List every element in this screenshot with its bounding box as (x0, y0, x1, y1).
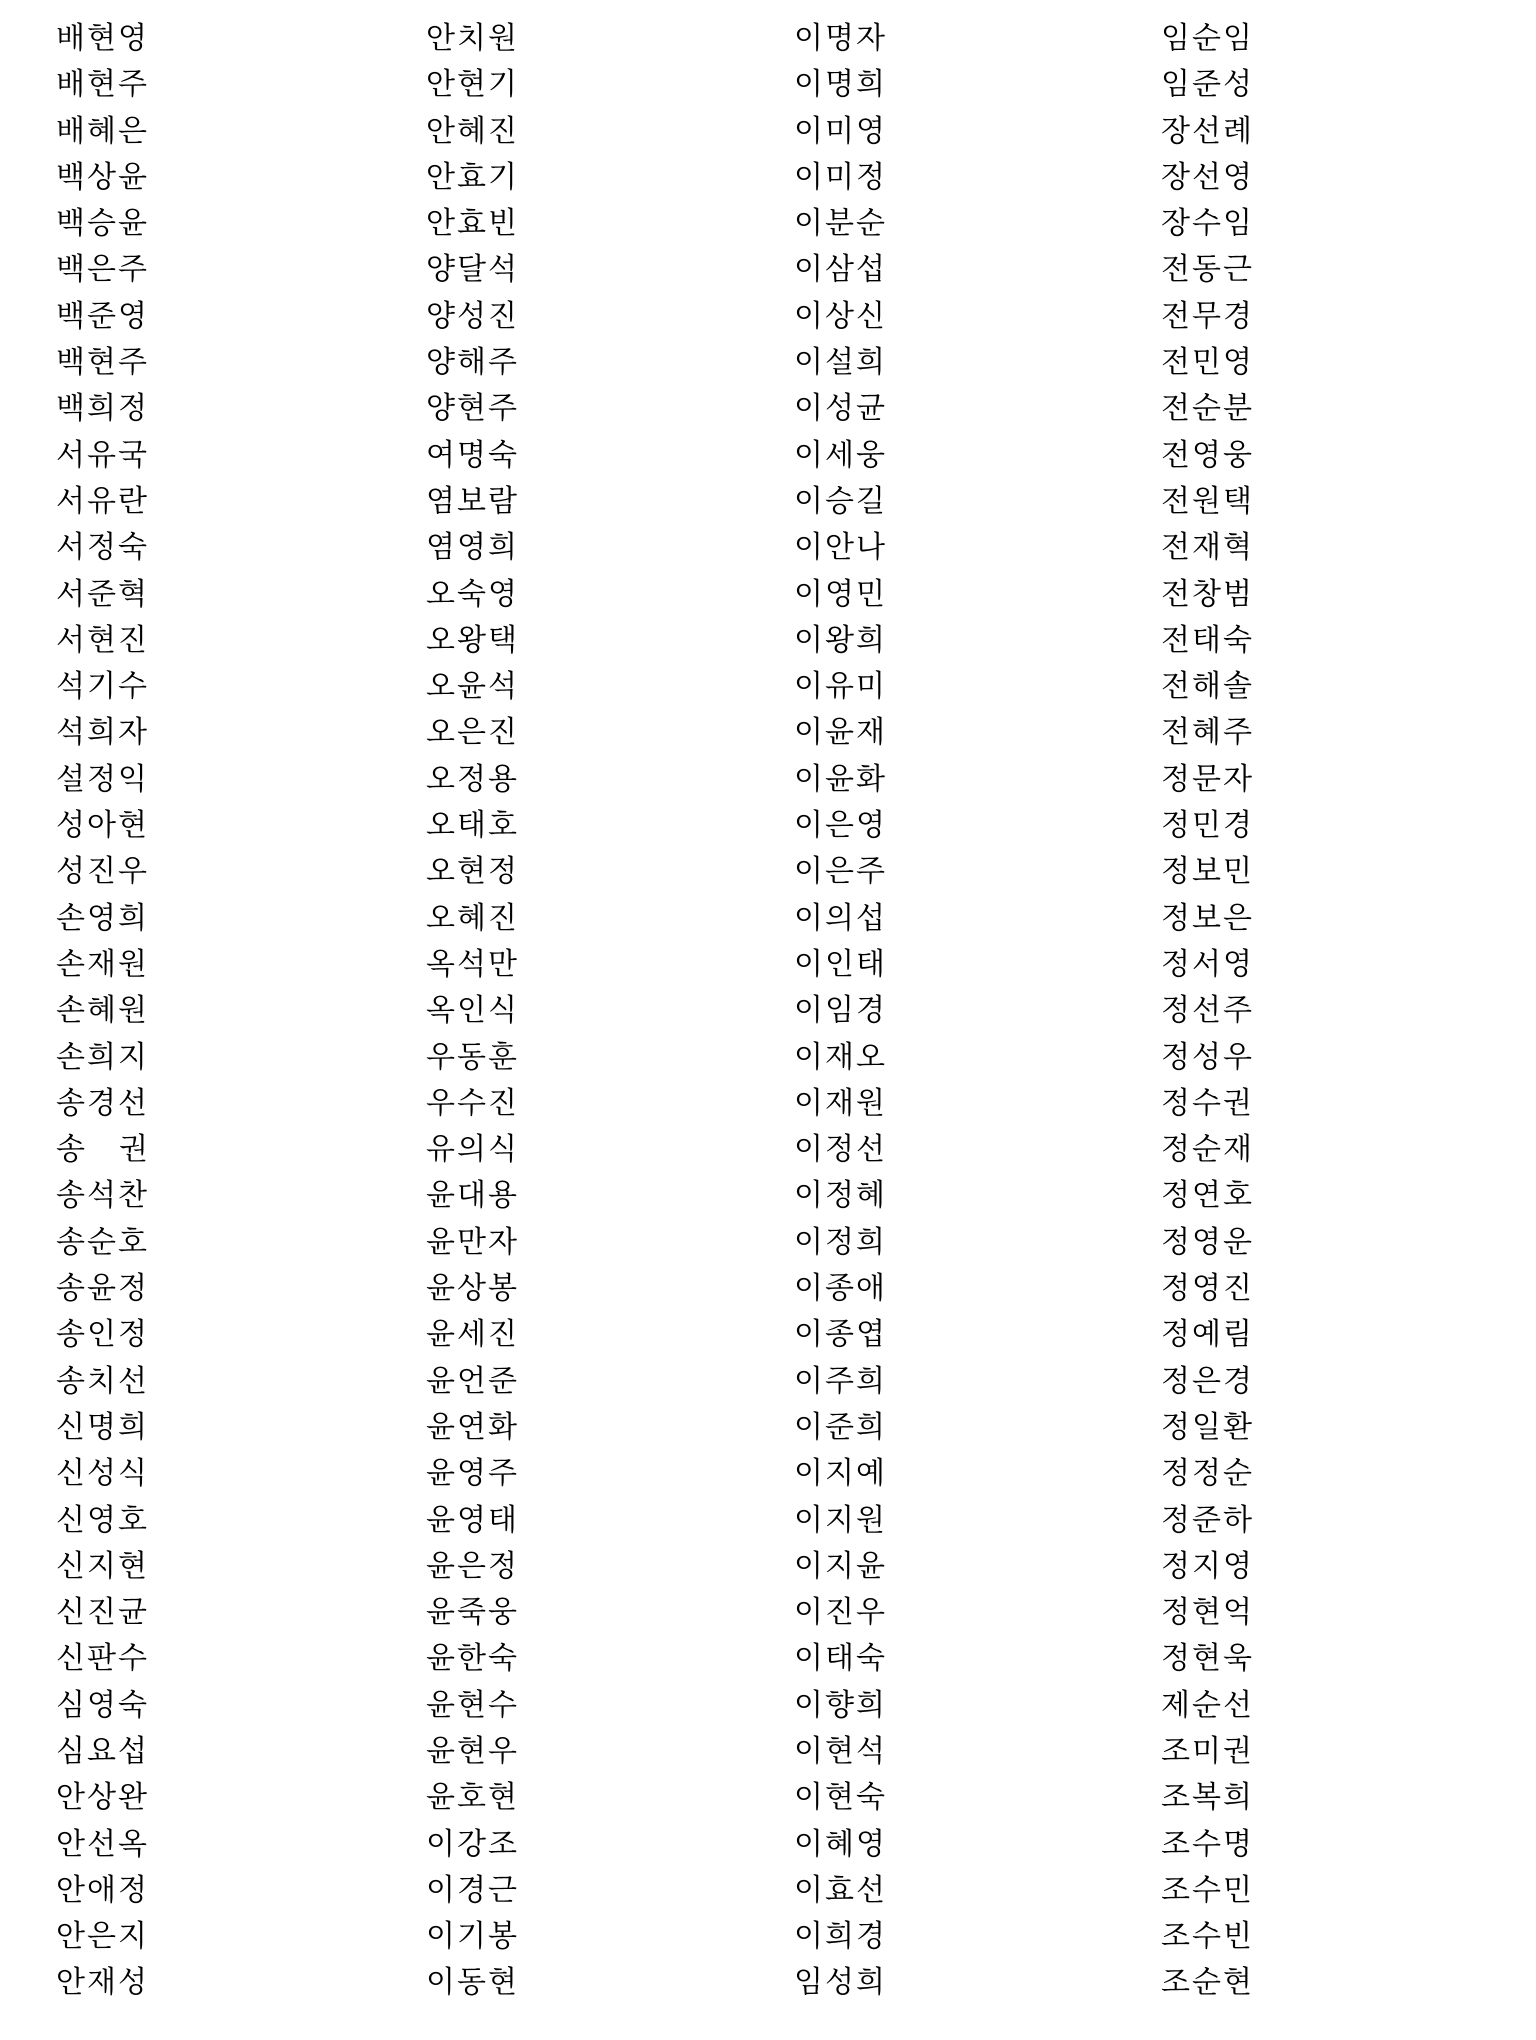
name-entry: 장선영 (1161, 160, 1254, 194)
name-entry: 이종애 (794, 1272, 887, 1306)
name-entry: 서유란 (56, 484, 149, 518)
name-entry: 이주희 (794, 1364, 887, 1398)
name-list-column-2 (426, 16, 519, 2007)
name-entry: 조수빈 (1161, 1920, 1254, 1954)
name-entry: 오왕택 (426, 623, 519, 657)
name-entry: 이기봉 (426, 1920, 519, 1954)
name-entry: 장선례 (1161, 114, 1254, 148)
name-entry: 안효빈 (426, 207, 519, 241)
name-entry: 윤세진 (426, 1318, 519, 1352)
name-entry: 안상완 (56, 1781, 149, 1815)
name-entry: 장수임 (1161, 207, 1254, 241)
name-entry: 이태숙 (794, 1642, 887, 1676)
name-entry: 오은진 (426, 716, 519, 750)
name-entry: 오윤석 (426, 670, 519, 704)
name-entry: 임순임 (1161, 22, 1254, 55)
name-entry: 이희경 (794, 1920, 887, 1954)
name-entry: 전창범 (1161, 577, 1254, 611)
name-entry: 백승윤 (56, 207, 149, 241)
name-entry: 전순분 (1161, 392, 1254, 426)
name-entry: 이재오 (794, 1040, 887, 1074)
name-entry: 이진우 (794, 1596, 887, 1630)
name-entry: 이미정 (794, 160, 887, 194)
name-list-column-1 (56, 16, 150, 2007)
name-entry: 이성균 (794, 392, 887, 426)
name-entry: 정준하 (1161, 1503, 1254, 1537)
name-entry: 이종엽 (794, 1318, 887, 1352)
name-entry: 송치선 (56, 1364, 149, 1398)
name-entry: 이지원 (794, 1503, 887, 1537)
name-entry: 이명자 (794, 22, 887, 55)
name-entry: 이동현 (426, 1966, 519, 2000)
name-entry: 정예림 (1161, 1318, 1254, 1352)
name-entry: 임준성 (1161, 68, 1254, 102)
name-entry: 조수명 (1161, 1827, 1254, 1861)
name-entry: 정보은 (1161, 901, 1254, 935)
name-entry: 배현주 (56, 68, 149, 102)
name-entry: 이경근 (426, 1873, 519, 1907)
name-entry: 정선주 (1161, 994, 1254, 1028)
name-entry: 이왕희 (794, 623, 887, 657)
name-entry: 안현기 (426, 68, 519, 102)
name-entry: 양성진 (426, 299, 519, 333)
name-entry: 설정익 (56, 762, 149, 796)
name-entry: 정정순 (1161, 1457, 1254, 1491)
name-entry: 이은영 (794, 809, 887, 843)
name-entry: 이안나 (794, 531, 887, 565)
name-entry: 송윤정 (56, 1272, 149, 1306)
name-entry: 윤호현 (426, 1781, 519, 1815)
name-entry: 이현석 (794, 1734, 887, 1768)
name-entry: 배혜은 (56, 114, 149, 148)
name-entry: 정서영 (1161, 947, 1254, 981)
name-entry: 전원택 (1161, 484, 1254, 518)
name-entry: 이승길 (794, 484, 887, 518)
name-entry: 이정선 (794, 1133, 887, 1167)
name-entry: 양달석 (426, 253, 519, 287)
name-entry: 윤상봉 (426, 1272, 519, 1306)
name-entry: 서유국 (56, 438, 149, 472)
name-entry: 이미영 (794, 114, 887, 148)
name-entry: 정문자 (1161, 762, 1254, 796)
name-entry: 이정혜 (794, 1179, 887, 1213)
name-entry: 이혜영 (794, 1827, 887, 1861)
name-entry: 신진균 (56, 1596, 149, 1630)
name-entry: 송인정 (56, 1318, 149, 1352)
name-entry: 정현억 (1161, 1596, 1254, 1630)
name-entry: 이효선 (794, 1873, 887, 1907)
name-entry: 이영민 (794, 577, 887, 611)
name-entry: 이상신 (794, 299, 887, 333)
name-entry: 안재성 (56, 1966, 149, 2000)
name-entry: 정영운 (1161, 1225, 1254, 1259)
name-entry: 오태호 (426, 809, 519, 843)
name-entry: 이유미 (794, 670, 887, 704)
name-entry: 배현영 (56, 22, 149, 55)
name-entry: 오혜진 (426, 901, 519, 935)
name-entry: 이삼섭 (794, 253, 887, 287)
name-entry: 신판수 (56, 1642, 149, 1676)
name-entry: 서현진 (56, 623, 149, 657)
name-entry: 윤현우 (426, 1734, 519, 1768)
name-entry: 신지현 (56, 1549, 149, 1583)
name-entry: 송석찬 (56, 1179, 149, 1213)
name-entry: 전무경 (1161, 299, 1254, 333)
name-entry: 안효기 (426, 160, 519, 194)
name-entry: 정보민 (1161, 855, 1254, 889)
name-entry: 양현주 (426, 392, 519, 426)
name-entry: 윤죽웅 (426, 1596, 519, 1630)
name-entry: 염영희 (426, 531, 519, 565)
name-entry: 임성희 (794, 1966, 887, 2000)
name-entry: 이준희 (794, 1410, 887, 1444)
name-entry: 오정용 (426, 762, 519, 796)
name-entry: 이인태 (794, 947, 887, 981)
name-entry: 전재혁 (1161, 531, 1254, 565)
name-entry: 정영진 (1161, 1272, 1254, 1306)
name-entry: 윤영태 (426, 1503, 519, 1537)
name-entry: 이윤재 (794, 716, 887, 750)
name-entry: 안은지 (56, 1920, 149, 1954)
name-entry: 정민경 (1161, 809, 1254, 843)
name-entry: 정수권 (1161, 1086, 1254, 1120)
name-entry: 이은주 (794, 855, 887, 889)
name-entry: 백은주 (56, 253, 149, 287)
name-entry: 이의섭 (794, 901, 887, 935)
name-entry: 정연호 (1161, 1179, 1254, 1213)
name-entry: 윤연화 (426, 1410, 519, 1444)
name-entry: 송경선 (56, 1086, 149, 1120)
name-entry: 이세웅 (794, 438, 887, 472)
name-entry: 윤영주 (426, 1457, 519, 1491)
name-entry: 이지윤 (794, 1549, 887, 1583)
name-entry: 이명희 (794, 68, 887, 102)
name-entry: 전태숙 (1161, 623, 1254, 657)
name-entry: 서정숙 (56, 531, 149, 565)
name-entry: 정일환 (1161, 1410, 1254, 1444)
name-entry: 성아현 (56, 809, 149, 843)
name-entry: 정현욱 (1161, 1642, 1254, 1676)
name-entry: 석희자 (56, 716, 149, 750)
name-entry: 제순선 (1161, 1688, 1254, 1722)
name-entry: 이현숙 (794, 1781, 887, 1815)
name-entry: 정성우 (1161, 1040, 1254, 1074)
name-entry: 신성식 (56, 1457, 149, 1491)
name-entry: 전영웅 (1161, 438, 1254, 472)
name-entry: 윤언준 (426, 1364, 519, 1398)
name-entry: 양해주 (426, 346, 519, 380)
name-entry: 안선옥 (56, 1827, 149, 1861)
name-entry: 정순재 (1161, 1133, 1254, 1167)
name-entry: 석기수 (56, 670, 149, 704)
name-entry: 윤대용 (426, 1179, 519, 1213)
name-entry: 송순호 (56, 1225, 149, 1259)
name-entry: 손영희 (56, 901, 149, 935)
name-entry: 윤현수 (426, 1688, 519, 1722)
name-entry: 이재원 (794, 1086, 887, 1120)
name-entry: 이임경 (794, 994, 887, 1028)
name-entry: 이설희 (794, 346, 887, 380)
name-entry: 손희지 (56, 1040, 149, 1074)
name-entry: 심요섭 (56, 1734, 149, 1768)
name-entry: 안애정 (56, 1873, 149, 1907)
name-entry: 오현정 (426, 855, 519, 889)
name-entry: 여명숙 (426, 438, 519, 472)
name-entry: 조복희 (1161, 1781, 1254, 1815)
name-entry: 이분순 (794, 207, 887, 241)
name-entry: 백현주 (56, 346, 149, 380)
name-entry: 오숙영 (426, 577, 519, 611)
name-entry: 성진우 (56, 855, 149, 889)
name-entry: 심영숙 (56, 1688, 149, 1722)
name-entry: 옥석만 (426, 947, 519, 981)
name-entry: 전동근 (1161, 253, 1254, 287)
name-entry: 조순현 (1161, 1966, 1254, 2000)
name-entry: 신영호 (56, 1503, 149, 1537)
name-entry: 안치원 (426, 22, 519, 55)
name-entry: 조미권 (1161, 1734, 1254, 1768)
name-entry: 유의식 (426, 1133, 519, 1167)
name-entry: 백준영 (56, 299, 149, 333)
name-entry: 염보람 (426, 484, 519, 518)
name-entry: 전혜주 (1161, 716, 1254, 750)
name-entry: 윤한숙 (426, 1642, 519, 1676)
name-list-column-4 (1161, 16, 1254, 2007)
name-entry: 손혜원 (56, 994, 149, 1028)
name-entry: 옥인식 (426, 994, 519, 1028)
name-entry: 신명희 (56, 1410, 149, 1444)
name-entry: 우수진 (426, 1086, 519, 1120)
name-entry: 정지영 (1161, 1549, 1254, 1583)
name-entry: 이강조 (426, 1827, 519, 1861)
name-entry: 백상윤 (56, 160, 149, 194)
name-entry: 이향희 (794, 1688, 887, 1722)
name-entry: 이정희 (794, 1225, 887, 1259)
name-entry: 전민영 (1161, 346, 1254, 380)
name-entry: 전해솔 (1161, 670, 1254, 704)
name-entry: 이윤화 (794, 762, 887, 796)
name-list-column-3 (794, 16, 887, 2007)
name-entry: 윤은정 (426, 1549, 519, 1583)
name-entry: 손재원 (56, 947, 149, 981)
name-entry: 조수민 (1161, 1873, 1254, 1907)
name-entry: 안혜진 (426, 114, 519, 148)
name-entry: 우동훈 (426, 1040, 519, 1074)
name-entry: 윤만자 (426, 1225, 519, 1259)
name-entry: 백희정 (56, 392, 149, 426)
name-entry: 서준혁 (56, 577, 149, 611)
name-entry: 정은경 (1161, 1364, 1254, 1398)
name-entry: 송 권 (56, 1133, 150, 1167)
name-entry: 이지예 (794, 1457, 887, 1491)
